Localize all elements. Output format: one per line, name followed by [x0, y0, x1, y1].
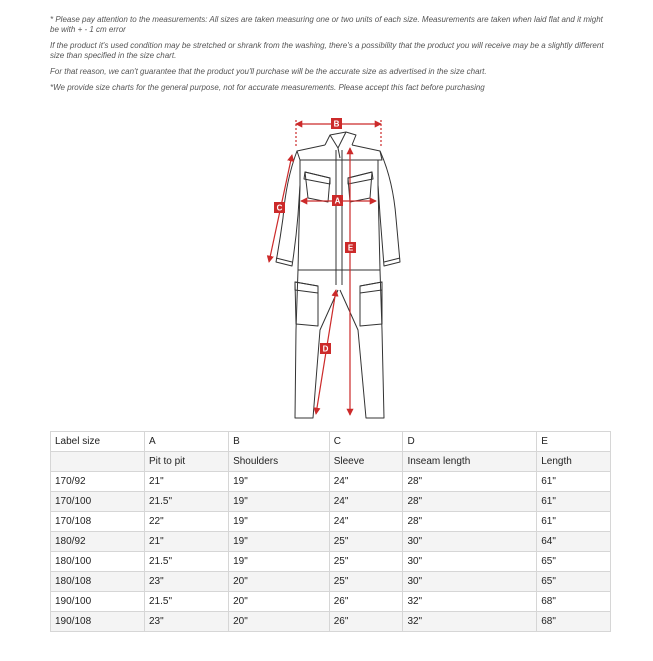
table-cell: 32": [403, 612, 537, 632]
table-cell: 25": [329, 552, 403, 572]
svg-text:A: A: [334, 196, 341, 206]
table-cell: 30": [403, 532, 537, 552]
table-row: [51, 592, 611, 612]
svg-text:E: E: [347, 243, 354, 253]
table-header-cell: E: [537, 432, 611, 452]
marker-b: [331, 118, 342, 129]
table-cell: 19": [229, 512, 330, 532]
marker-d: [320, 343, 331, 354]
table-cell: 28": [403, 512, 537, 532]
table-cell: 180/100: [51, 552, 145, 572]
table-subheader-row: [51, 452, 611, 472]
table-header-cell: C: [329, 432, 403, 452]
table-cell: 19": [229, 532, 330, 552]
table-cell: 61": [537, 472, 611, 492]
marker-c: [274, 202, 285, 213]
table-cell: 61": [537, 492, 611, 512]
table-cell: 64": [537, 532, 611, 552]
coverall-outline: [276, 132, 400, 418]
marker-a: [332, 195, 343, 206]
table-cell: 20": [229, 612, 330, 632]
table-subheader-cell: Length: [537, 452, 611, 472]
table-cell: 19": [229, 552, 330, 572]
table-header-cell: A: [145, 432, 229, 452]
table-row: [51, 492, 611, 512]
table-header-row: [51, 432, 611, 452]
table-subheader-cell: Pit to pit: [145, 452, 229, 472]
table-cell: 24": [329, 492, 403, 512]
table-cell: 28": [403, 472, 537, 492]
table-cell: 21": [145, 532, 229, 552]
table-row: [51, 612, 611, 632]
table-cell: 68": [537, 592, 611, 612]
marker-e: [345, 242, 356, 253]
table-row: [51, 512, 611, 532]
svg-text:B: B: [333, 119, 340, 129]
table-header-cell: Label size: [51, 432, 145, 452]
note-4: *We provide size charts for the general purpose, not for accurate measurements. Please accept this fact before purchasing: [50, 83, 485, 92]
note-2: If the product it's used condition may be stretched or shrank from the washing, there's a possibility that the product you will receive may be a slightly different size than specified in the size chart.: [50, 41, 604, 60]
table-cell: 170/100: [51, 492, 145, 512]
table-cell: 25": [329, 532, 403, 552]
table-cell: 19": [229, 492, 330, 512]
table-subheader-cell: Shoulders: [229, 452, 330, 472]
table-cell: 180/108: [51, 572, 145, 592]
table-header-cell: D: [403, 432, 537, 452]
table-cell: 26": [329, 612, 403, 632]
table-cell: 21.5": [145, 592, 229, 612]
table-cell: 23": [145, 612, 229, 632]
table-cell: 21.5": [145, 492, 229, 512]
table-header-cell: B: [229, 432, 330, 452]
table-cell: 170/92: [51, 472, 145, 492]
table-subheader-cell: Sleeve: [329, 452, 403, 472]
table-cell: 180/92: [51, 532, 145, 552]
table-cell: 170/108: [51, 512, 145, 532]
table-cell: 61": [537, 512, 611, 532]
table-subheader-cell: [51, 452, 145, 472]
table-subheader-cell: Inseam length: [403, 452, 537, 472]
table-cell: 28": [403, 492, 537, 512]
table-cell: 20": [229, 572, 330, 592]
table-cell: 19": [229, 472, 330, 492]
table-cell: 190/100: [51, 592, 145, 612]
note-1: * Please pay attention to the measurements: All sizes are taken measuring one or two units of each size. Measurements are taken when laid flat and it might be with + - 1 cm error: [50, 15, 603, 34]
table-cell: 26": [329, 592, 403, 612]
table-row: [51, 572, 611, 592]
table-row: [51, 552, 611, 572]
table-cell: 30": [403, 552, 537, 572]
table-cell: 20": [229, 592, 330, 612]
table-cell: 65": [537, 552, 611, 572]
table-row: [51, 472, 611, 492]
table-cell: 23": [145, 572, 229, 592]
size-chart-table: [50, 431, 611, 632]
note-3: For that reason, we can't guarantee that the product you'll purchase will be the accurate size as advertised in the size chart.: [50, 67, 487, 76]
table-row: [51, 532, 611, 552]
table-cell: 30": [403, 572, 537, 592]
table-cell: 24": [329, 472, 403, 492]
svg-text:D: D: [322, 344, 329, 354]
table-cell: 25": [329, 572, 403, 592]
table-cell: 21.5": [145, 552, 229, 572]
table-cell: 68": [537, 612, 611, 632]
table-cell: 24": [329, 512, 403, 532]
table-cell: 190/108: [51, 612, 145, 632]
table-cell: 22": [145, 512, 229, 532]
svg-text:C: C: [276, 203, 283, 213]
table-cell: 65": [537, 572, 611, 592]
table-cell: 21": [145, 472, 229, 492]
table-cell: 32": [403, 592, 537, 612]
